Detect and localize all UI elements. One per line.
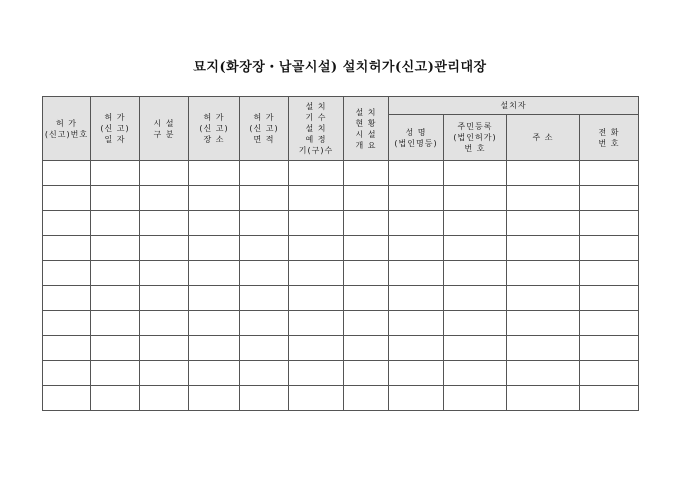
table-cell[interactable] [140,336,189,361]
table-cell[interactable] [289,211,344,236]
table-cell[interactable] [140,286,189,311]
table-cell[interactable] [91,361,140,386]
table-cell[interactable] [289,186,344,211]
table-cell[interactable] [91,161,140,186]
table-cell[interactable] [140,386,189,411]
table-cell[interactable] [507,236,580,261]
table-cell[interactable] [344,186,389,211]
table-cell[interactable] [580,336,639,361]
table-cell[interactable] [289,311,344,336]
table-cell[interactable] [240,161,289,186]
table-cell[interactable] [189,161,240,186]
table-cell[interactable] [444,211,507,236]
table-cell[interactable] [444,261,507,286]
table-cell[interactable] [580,236,639,261]
table-cell[interactable] [389,361,444,386]
table-cell[interactable] [289,236,344,261]
table-cell[interactable] [389,161,444,186]
table-cell[interactable] [43,261,91,286]
table-cell[interactable] [189,186,240,211]
table-cell[interactable] [240,186,289,211]
table-row [43,336,639,361]
table-cell[interactable] [389,261,444,286]
header-installer-name: 성 명 (법인명등) [389,115,444,161]
table-cell[interactable] [189,211,240,236]
table-cell[interactable] [91,336,140,361]
header-permit-date: 허 가 (신 고) 일 자 [91,97,140,161]
table-cell[interactable] [507,261,580,286]
table-cell[interactable] [344,311,389,336]
table-cell[interactable] [189,236,240,261]
header-permit-place: 허 가 (신 고) 장 소 [189,97,240,161]
table-cell[interactable] [344,386,389,411]
page-title: 묘지(화장장・납골시설) 설치허가(신고)관리대장 [193,60,487,75]
table-cell[interactable] [389,336,444,361]
table-row [43,211,639,236]
table-cell[interactable] [240,286,289,311]
table-cell[interactable] [289,261,344,286]
table-cell[interactable] [43,236,91,261]
table-cell[interactable] [140,161,189,186]
table-cell[interactable] [140,186,189,211]
table-cell[interactable] [140,236,189,261]
table-cell[interactable] [43,311,91,336]
table-cell[interactable] [140,211,189,236]
ledger-table [42,96,639,411]
table-cell[interactable] [240,311,289,336]
table-cell[interactable] [344,286,389,311]
table-row [43,261,639,286]
table-cell[interactable] [507,286,580,311]
table-cell[interactable] [580,286,639,311]
table-cell[interactable] [580,386,639,411]
table-cell[interactable] [189,286,240,311]
table-cell[interactable] [140,311,189,336]
table-cell[interactable] [580,261,639,286]
header-installer: 설치자 [389,97,639,115]
table-cell[interactable] [580,186,639,211]
table-cell[interactable] [43,361,91,386]
table-cell[interactable] [389,236,444,261]
table-cell[interactable] [444,311,507,336]
table-cell[interactable] [289,386,344,411]
header-permit-area: 허 가 (신 고) 면 적 [240,97,289,161]
table-cell[interactable] [91,386,140,411]
table-cell[interactable] [344,361,389,386]
table-row [43,161,639,186]
table-cell[interactable] [189,311,240,336]
table-cell[interactable] [344,211,389,236]
table-cell[interactable] [389,211,444,236]
table-cell[interactable] [140,361,189,386]
table-cell[interactable] [389,186,444,211]
table-cell[interactable] [507,386,580,411]
table-cell[interactable] [140,261,189,286]
header-installer-reg-no: 주민등록 (법인허가) 번 호 [444,115,507,161]
table-cell[interactable] [289,361,344,386]
table-cell[interactable] [189,261,240,286]
table-row [43,186,639,211]
table-cell[interactable] [580,361,639,386]
table-cell[interactable] [240,386,289,411]
table-cell[interactable] [240,336,289,361]
table-cell[interactable] [580,211,639,236]
table-row [43,311,639,336]
table-row [43,236,639,261]
table-cell[interactable] [344,261,389,286]
header-planned-count: 설 치 기 수 설 치 예 정 기(구)수 [289,97,344,161]
header-installer-address: 주 소 [507,115,580,161]
table-cell[interactable] [389,386,444,411]
table-cell[interactable] [444,286,507,311]
table-row [43,386,639,411]
table-cell[interactable] [240,361,289,386]
header-installer-phone: 전 화 번 호 [580,115,639,161]
table-cell[interactable] [444,386,507,411]
table-cell[interactable] [91,186,140,211]
table-body [43,161,639,411]
header-facility-type: 시 설 구 분 [140,97,189,161]
table-cell[interactable] [507,361,580,386]
table-cell[interactable] [289,286,344,311]
table-cell[interactable] [91,286,140,311]
table-cell[interactable] [91,311,140,336]
table-cell[interactable] [43,186,91,211]
table-cell[interactable] [43,161,91,186]
table-cell[interactable] [580,311,639,336]
table-cell[interactable] [189,386,240,411]
table-row [43,286,639,311]
table-cell[interactable] [43,286,91,311]
table-cell[interactable] [91,211,140,236]
table-row [43,361,639,386]
table-cell[interactable] [507,311,580,336]
table-cell[interactable] [289,161,344,186]
table-cell[interactable] [344,236,389,261]
table-cell[interactable] [344,161,389,186]
header-status-summary: 설 치 현 황 시 설 개 요 [344,97,389,161]
table-cell[interactable] [240,211,289,236]
table-cell[interactable] [580,161,639,186]
header-permit-no: 허 가 (신고)번호 [43,97,91,161]
table-cell[interactable] [444,361,507,386]
table-cell[interactable] [91,261,140,286]
table-cell[interactable] [344,336,389,361]
table-cell[interactable] [507,336,580,361]
table-cell[interactable] [444,161,507,186]
table-cell[interactable] [43,386,91,411]
table-header [43,97,639,161]
table-cell[interactable] [507,186,580,211]
table-cell[interactable] [444,336,507,361]
table-cell[interactable] [507,211,580,236]
table-cell[interactable] [43,336,91,361]
table-cell[interactable] [389,286,444,311]
table-cell[interactable] [240,261,289,286]
table-cell[interactable] [444,186,507,211]
table-cell[interactable] [240,236,289,261]
table-cell[interactable] [43,211,91,236]
table-cell[interactable] [444,236,507,261]
table-cell[interactable] [507,161,580,186]
table-cell[interactable] [91,236,140,261]
table-cell[interactable] [189,361,240,386]
table-cell[interactable] [189,336,240,361]
table-cell[interactable] [389,311,444,336]
table-cell[interactable] [289,336,344,361]
